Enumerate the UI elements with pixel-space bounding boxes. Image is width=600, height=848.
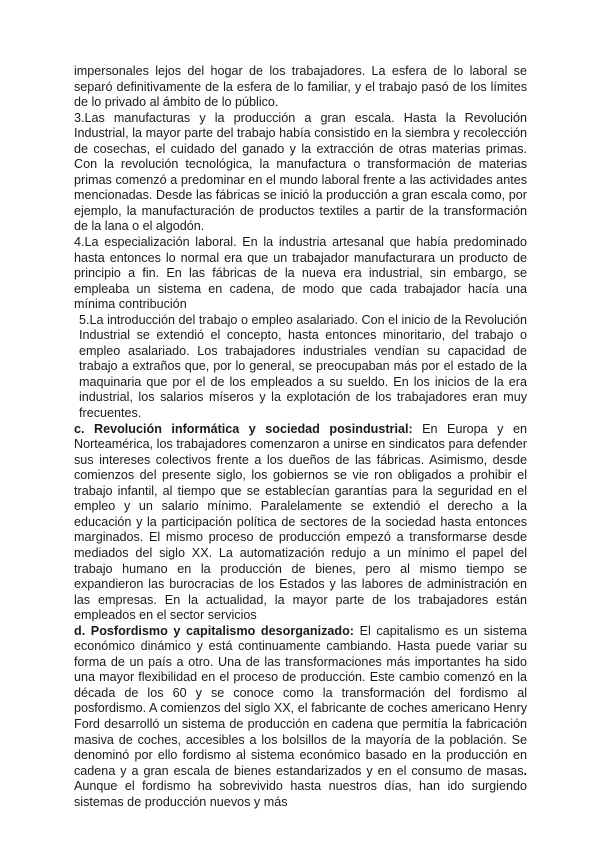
section-heading-d: d. Posfordismo y capitalismo desorganizado: <box>74 623 354 638</box>
paragraph-continuation: impersonales lejos del hogar de los trabajadores. La esfera de lo laboral se separó definitivamente de la esfera de lo familiar, y el trabajo pasó de los límites de lo privado al ámbito de lo público. <box>74 64 527 110</box>
paragraph-revolucion-informatica <box>74 422 527 624</box>
paragraph-posfordismo <box>74 624 527 811</box>
paragraph-asalariado: 5.La introducción del trabajo o empleo asalariado. Con el inicio de la Revolución Industrial se extendió el concepto, hasta entonces minoritario, del trabajo o empleo asalariado. Los trabajadores industriales vendían su capacidad de trabajo a extraños que, por lo general, se preocupaban más por el estado de la maquinaria que por el de los empleados a su sueldo. En los inicios de la era industrial, los salarios míseros y la explotación de los trabajadores eran muy frecuentes. <box>79 312 527 421</box>
section-body-c: En Europa y en Norteamérica, los trabajadores comenzaron a unirse en sindicatos para defender sus intereses colectivos frente a los dueños de las fábricas. Asimismo, desde comienzos del presente siglo, los gobiernos se vie ron obligados a prohibir el trabajo infantil, al tiempo que se establecían garantías para la seguridad en el empleo y un salario mínimo. Paralelamente se extendió el derecho a la educación y la participación política de sectores de la sociedad hasta entonces marginados. El mismo proceso de producción empezó a transformarse desde mediados del siglo XX. La automatización redujo a un mínimo el papel del trabajo humano en la producción de bienes, pero al mismo tiempo se expandieron las burocracias de los Estados y las labores de administración en las empresas. En la actualidad, la mayor parte de los trabajadores están empleados en el sector servicios <box>74 421 527 623</box>
section-body-d-period: . <box>523 763 527 778</box>
paragraph-especializacion: 4.La especialización laboral. En la industria artesanal que había predominado hasta entonces lo normal era que un trabajador manufacturara un producto de principio a fin. En las fábricas de la nueva era industrial, sin embargo, se empleaba un sistema en cadena, de modo que cada trabajador hacía una mínima contribución <box>74 235 527 312</box>
section-body-d-a: El capitalismo es un sistema económico dinámico y está continuamente cambiando. Hasta puede variar su forma de un país a otro. Una de las transformaciones más importantes ha sido una mayor flexibilidad en el proceso de producción. Este cambio comenzó en la década de los 60 y se conoce como la transformación del fordismo al posfordismo. A comienzos del siglo XX, el fabricante de coches americano Henry Ford desarrolló un sistema de producción en cadena que permitía la fabricación masiva de coches, accesibles a los bolsillos de la mayoría de la población. Se denominó por ello fordismo al sistema económico basado en la producción en cadena y a gran escala de bienes estandarizados y en el consumo de masas <box>74 623 527 778</box>
paragraph-manufacturas: 3.Las manufacturas y la producción a gran escala. Hasta la Revolución Industrial, la mayor parte del trabajo había consistido en la siembra y recolección de cosechas, el cuidado del ganado y la extracción de otras materias primas. Con la revolución tecnológica, la manufactura o transformación de materias primas comenzó a predominar en el mundo laboral frente a las actividades antes mencionadas. Desde las fábricas se inició la producción a gran escala como, por ejemplo, la manufacturación de productos textiles a partir de la transformación de la lana o el algodón. <box>74 110 527 234</box>
section-heading-c: c. Revolución informática y sociedad posindustrial: <box>74 421 413 436</box>
section-body-d-b: Aunque el fordismo ha sobrevivido hasta nuestros días, han ido surgiendo sistemas de producción nuevos y más <box>74 779 527 809</box>
document-page <box>74 64 527 810</box>
